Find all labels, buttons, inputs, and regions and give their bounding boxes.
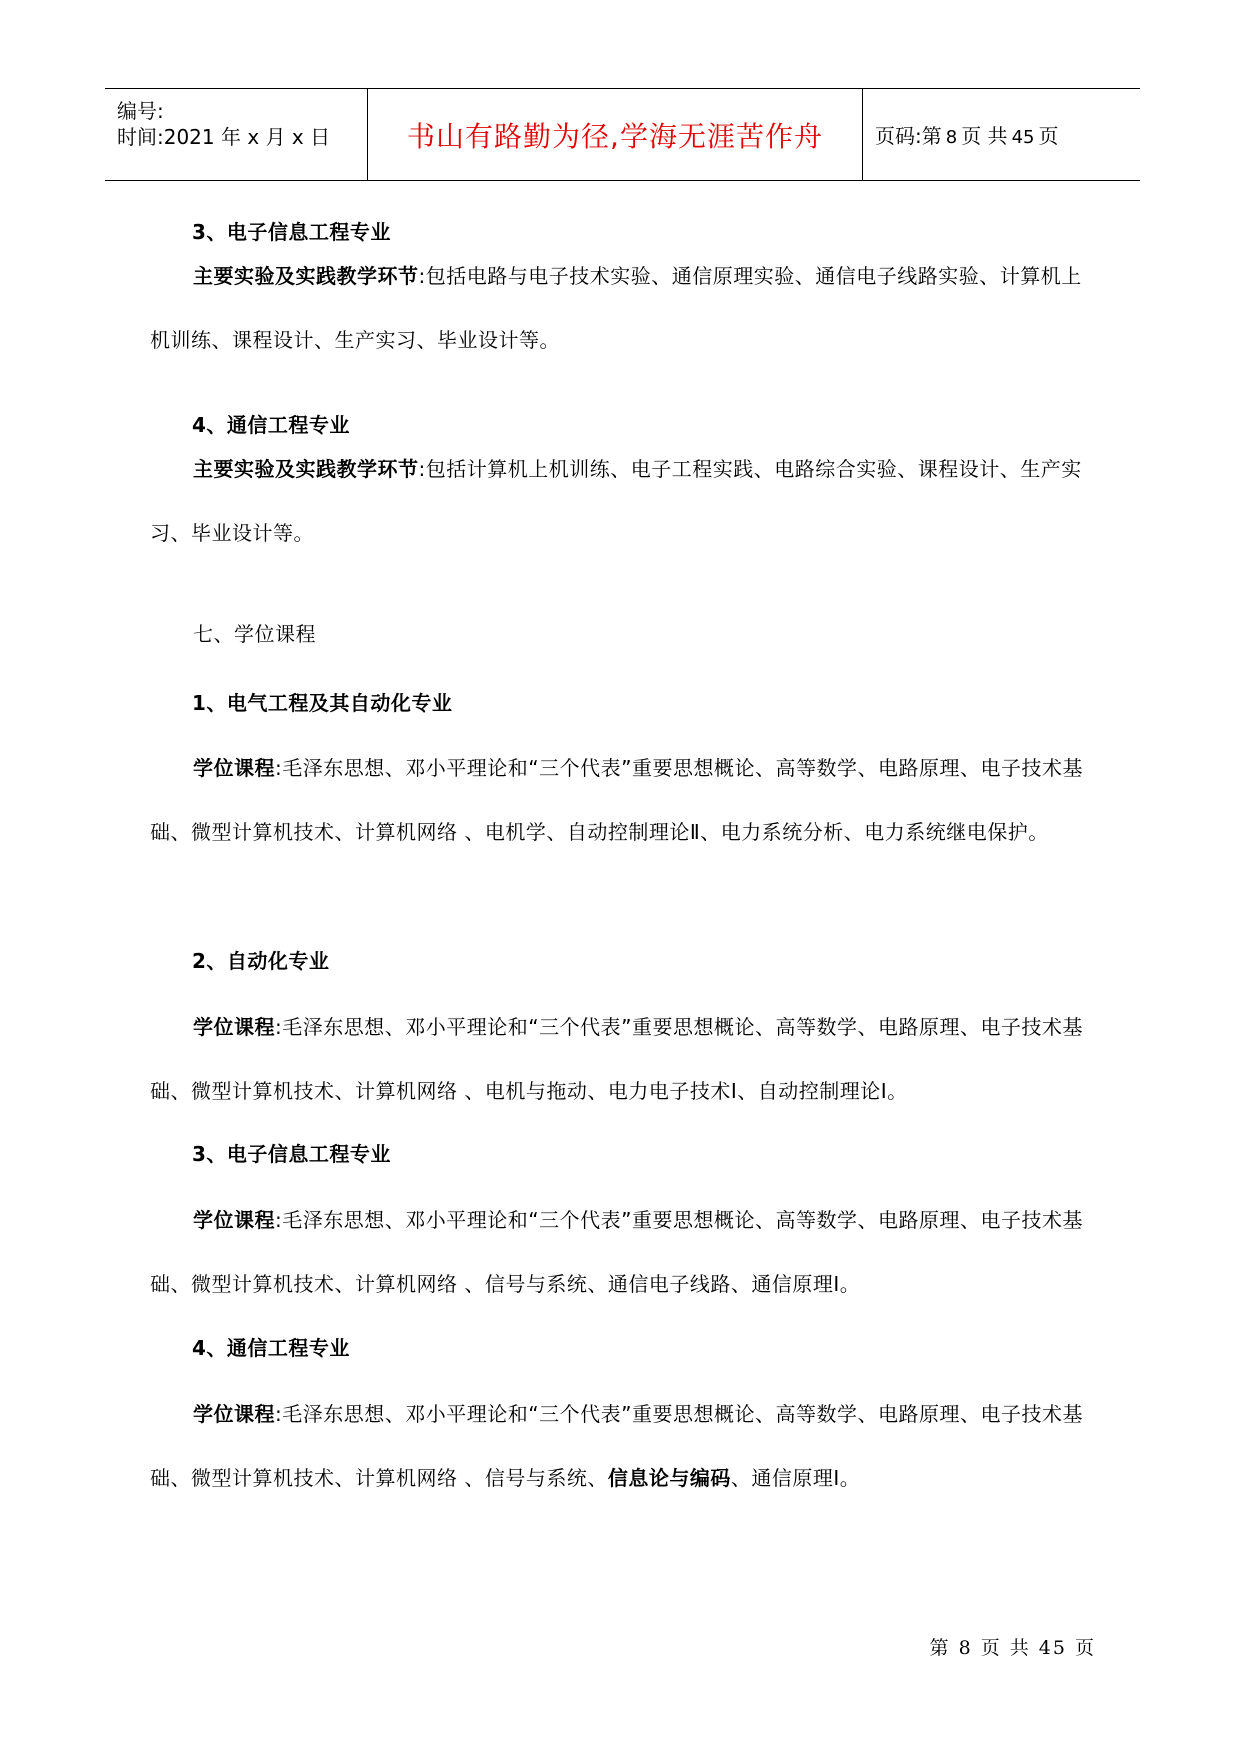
- paragraph: [150, 244, 1100, 372]
- paragraph-label: 学位课程: [193, 1402, 275, 1426]
- page-info: [875, 120, 1058, 149]
- paragraph-bold-text: 信息论与编码: [607, 1466, 731, 1490]
- paragraph-text: :毛泽东思想、邓小平理论和“三个代表”重要思想概论、高等数学、电路原理、电子技术基础、微型计算机技术、计算机网络 、信号与系统、: [150, 1402, 1083, 1490]
- paragraph-text: :包括电路与电子技术实验、通信原理实验、通信电子线路实验、计算机上机训练、课程设计、生产实习、毕业设计等。: [150, 264, 1082, 352]
- paragraph: [150, 1188, 1100, 1316]
- header-motto-cell: [368, 89, 863, 180]
- paragraph: [150, 995, 1100, 1123]
- doc-number-label: 编号:: [117, 99, 164, 123]
- page-number: 8: [945, 127, 958, 148]
- paragraph: [150, 1382, 1100, 1510]
- motto-text: 书山有路勤为径,学海无涯苦作舟: [407, 119, 823, 153]
- doc-time-label: 时间:2021 年 x 月 x 日: [117, 125, 331, 149]
- page-footer: 第 8 页 共 45 页: [929, 1637, 1096, 1659]
- paragraph-text: 、通信原理Ⅰ。: [730, 1466, 861, 1490]
- paragraph-label: 学位课程: [193, 1015, 275, 1039]
- paragraph-text: :毛泽东思想、邓小平理论和“三个代表”重要思想概论、高等数学、电路原理、电子技术基础、微型计算机技术、计算机网络 、信号与系统、通信电子线路、通信原理Ⅰ。: [150, 1208, 1083, 1296]
- section-heading: 3、电子信息工程专业: [192, 1142, 391, 1166]
- header-page-info: [863, 89, 1140, 180]
- page-header: [105, 88, 1140, 181]
- paragraph-label: 学位课程: [193, 756, 275, 780]
- paragraph: [150, 736, 1100, 864]
- section-heading: 2、自动化专业: [192, 949, 330, 973]
- section-heading: 1、电气工程及其自动化专业: [192, 691, 453, 715]
- paragraph-text: :毛泽东思想、邓小平理论和“三个代表”重要思想概论、高等数学、电路原理、电子技术基础、微型计算机技术、计算机网络 、电机学、自动控制理论Ⅱ、电力系统分析、电力系统继电保护。: [150, 756, 1083, 844]
- chapter-heading: 七、学位课程: [193, 622, 316, 646]
- page-suffix: 页: [1038, 124, 1059, 148]
- section-heading: 3、电子信息工程专业: [192, 220, 391, 244]
- paragraph: [150, 437, 1100, 565]
- page-mid: 页 共: [961, 124, 1008, 148]
- page-total: 45: [1011, 127, 1035, 148]
- paragraph-label: 主要实验及实践教学环节: [193, 264, 419, 288]
- page-prefix: 页码:第: [875, 124, 942, 148]
- header-meta: [105, 89, 368, 180]
- paragraph-text: :毛泽东思想、邓小平理论和“三个代表”重要思想概论、高等数学、电路原理、电子技术基础、微型计算机技术、计算机网络 、电机与拖动、电力电子技术Ⅰ、自动控制理论Ⅰ。: [150, 1015, 1083, 1103]
- paragraph-text: :包括计算机上机训练、电子工程实践、电路综合实验、课程设计、生产实习、毕业设计等。: [150, 457, 1082, 545]
- paragraph-label: 学位课程: [193, 1208, 275, 1232]
- section-heading: 4、通信工程专业: [192, 413, 350, 437]
- section-heading: 4、通信工程专业: [192, 1336, 350, 1360]
- paragraph-label: 主要实验及实践教学环节: [193, 457, 419, 481]
